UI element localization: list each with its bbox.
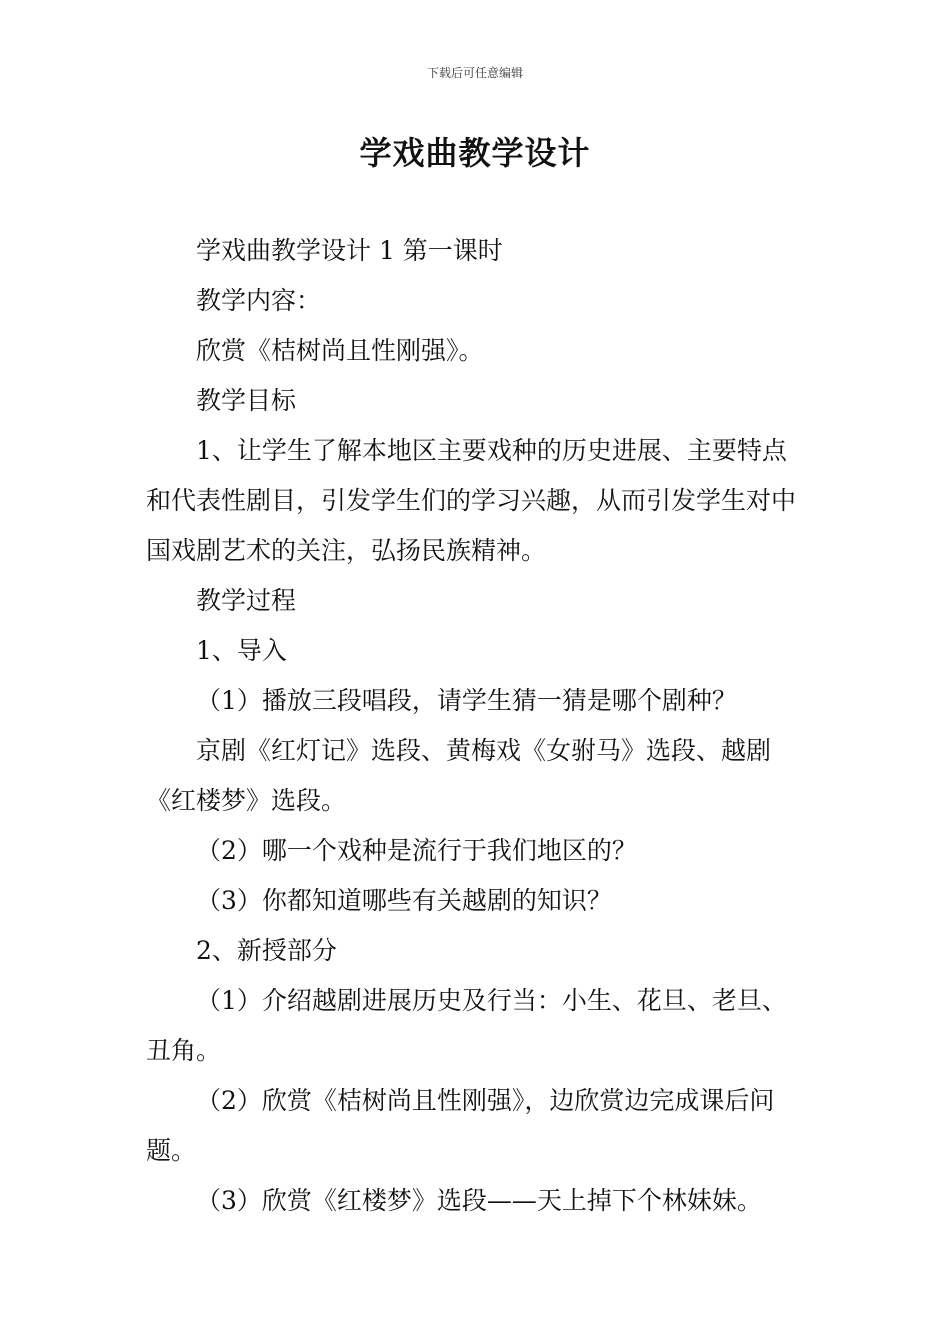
document-title: 学戏曲教学设计	[359, 134, 591, 172]
paragraph-goal-1: 1、让学生了解本地区主要戏种的历史进展、主要特点和代表性剧目，引发学生们的学习兴趣，从而引发学生对中国戏剧艺术的关注，弘扬民族精神。	[146, 436, 797, 565]
paragraph-step-intro: 1、导入	[196, 636, 287, 665]
paragraph-step-new-1: （1）介绍越剧进展历史及行当：小生、花旦、老旦、丑角。	[146, 986, 787, 1065]
document-body	[146, 226, 806, 1226]
paragraph-lesson-heading: 学戏曲教学设计 1 第一课时	[196, 236, 503, 265]
page-header: 下载后可任意编辑	[426, 66, 523, 80]
paragraph-step-new-2: （2）欣赏《桔树尚且性刚强》，边欣赏边完成课后问题。	[146, 1086, 775, 1165]
paragraph-goals-label: 教学目标	[196, 386, 297, 415]
paragraph-step-intro-2: （2）哪一个戏种是流行于我们地区的？	[196, 836, 637, 865]
paragraph-content-label: 教学内容：	[196, 286, 322, 315]
paragraph-process-label: 教学过程	[196, 586, 297, 615]
paragraph-step-new: 2、新授部分	[196, 936, 337, 965]
paragraph-opera-excerpts: 京剧《红灯记》选段、黄梅戏《女驸马》选段、越剧《红楼梦》选段。	[146, 736, 772, 815]
paragraph-content: 欣赏《桔树尚且性刚强》。	[196, 336, 484, 365]
paragraph-step-intro-3: （3）你都知道哪些有关越剧的知识？	[196, 886, 612, 915]
paragraph-step-intro-1: （1）播放三段唱段，请学生猜一猜是哪个剧种？	[196, 686, 737, 715]
paragraph-step-new-3: （3）欣赏《红楼梦》选段——天上掉下个林妹妹。	[196, 1186, 762, 1215]
